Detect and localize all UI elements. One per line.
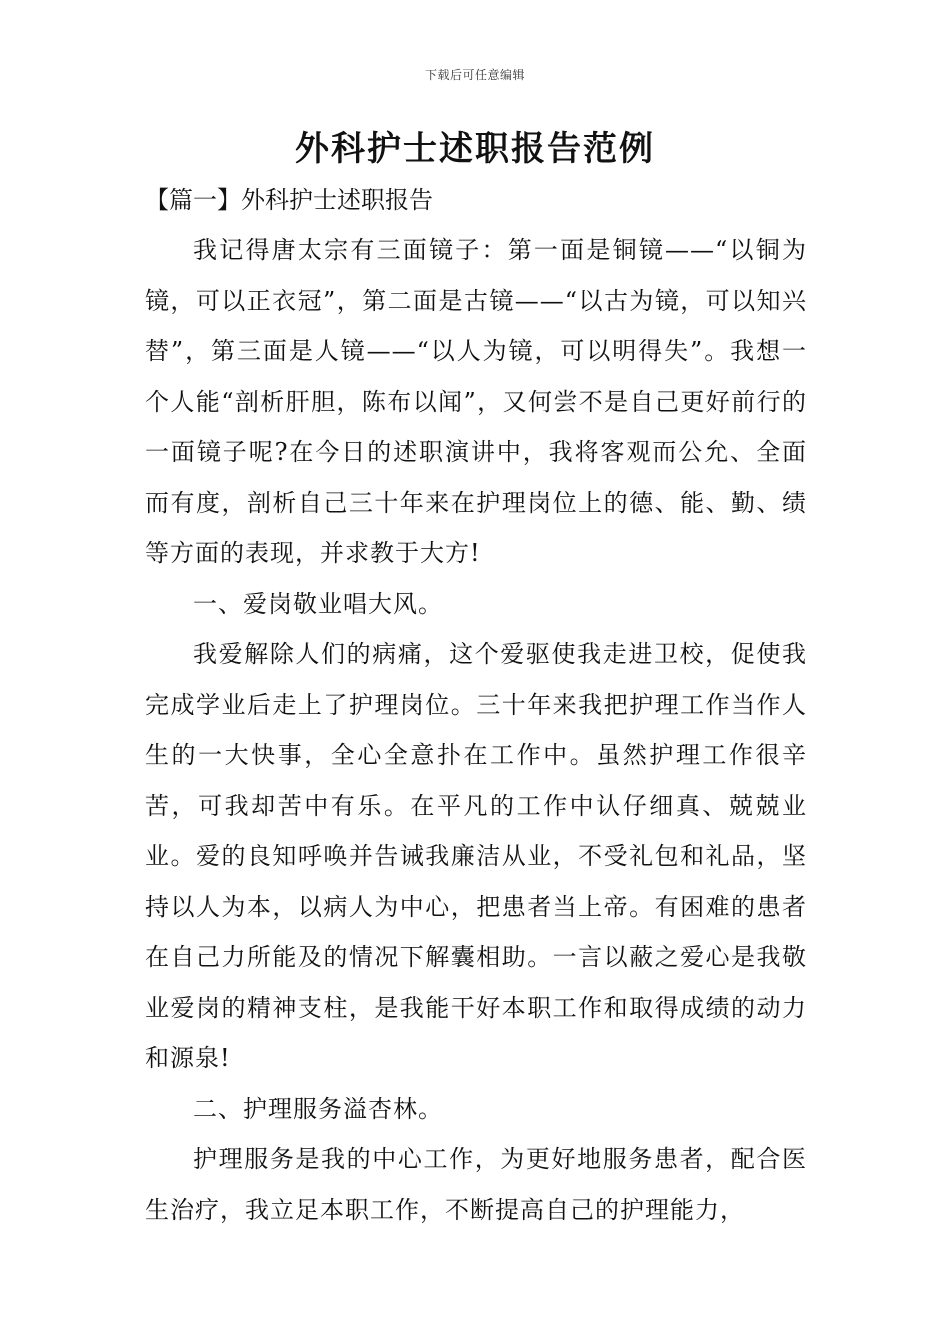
section-heading: 【篇一】外科护士述职报告 [145, 186, 433, 214]
header-note: 下载后可任意编辑 [424, 68, 525, 82]
paragraph-dedication: 我爱解除人们的病痛，这个爱驱使我走进卫校，促使我完成学业后走上了护理岗位。三十年来我把护理工作当作人生的一大快事，全心全意扑在工作中。虽然护理工作很辛苦，可我却苦中有乐。在平凡的工作中认仔细真、兢兢业业。爱的良知呼唤并告诫我廉洁从业，不受礼包和礼品，坚持以人为本，以病人为中心，把患者当上帝。有困难的患者在自己力所能及的情况下解囊相助。一言以蔽之爱心是我敬业爱岗的精神支柱，是我能干好本职工作和取得成绩的动力和源泉! [145, 640, 807, 1072]
paragraph-intro: 我记得唐太宗有三面镜子：第一面是铜镜——“以铜为镜，可以正衣冠”，第二面是古镜——“以古为镜，可以知兴替”，第三面是人镜——“以人为镜，可以明得失”。我想一个人能“剖析肝胆，陈布以闻”，又何尝不是自己更好前行的一面镜子呢?在今日的述职演讲中，我将客观而公允、全面而有度，剖析自己三十年来在护理岗位上的德、能、勤、绩等方面的表现，并求教于大方! [145, 236, 807, 567]
document-body [145, 225, 807, 1235]
document-title: 外科护士述职报告范例 [295, 129, 655, 169]
paragraph-heading-1: 一、爱岗敬业唱大风。 [193, 589, 443, 618]
paragraph-service: 护理服务是我的中心工作，为更好地服务患者，配合医生治疗，我立足本职工作，不断提高自己的护理能力， [145, 1145, 807, 1224]
paragraph-heading-2: 二、护理服务溢杏林。 [193, 1094, 443, 1123]
